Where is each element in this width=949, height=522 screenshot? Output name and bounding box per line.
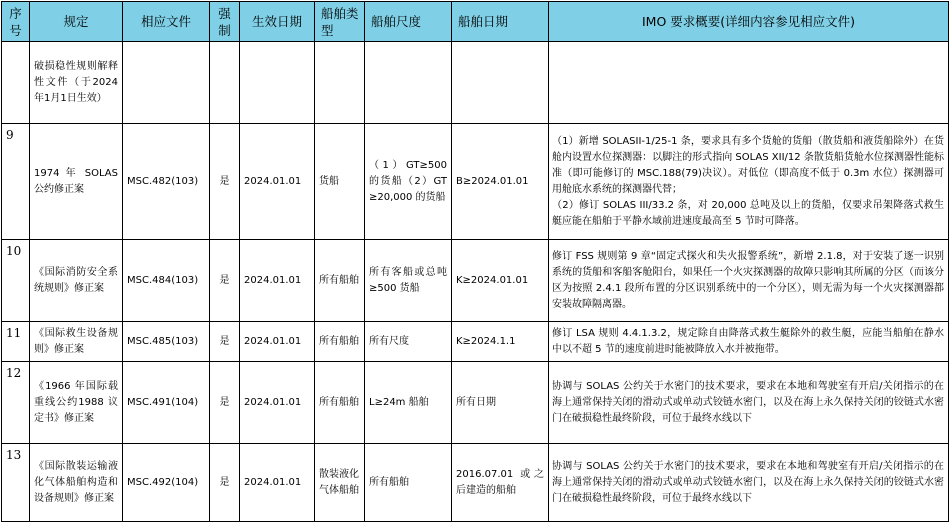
header-no: 序号 xyxy=(2,2,30,42)
cell-date: 2024.01.01 xyxy=(240,444,315,522)
cell-mandatory xyxy=(210,42,240,124)
cell-mandatory: 是 xyxy=(210,362,240,444)
cell-date: 2024.01.01 xyxy=(240,240,315,322)
cell-no: 11 xyxy=(2,322,30,362)
header-ship-size: 船舶尺度 xyxy=(365,2,452,42)
header-rule: 规定 xyxy=(30,2,123,42)
cell-ship-date: 2016.07.01 或之后建造的船舶 xyxy=(452,444,549,522)
cell-rule: 《国际消防安全系统规则》修正案 xyxy=(30,240,123,322)
cell-doc: MSC.492(104) xyxy=(123,444,210,522)
cell-size xyxy=(365,42,452,124)
cell-type: 散装液化气体船舶 xyxy=(315,444,365,522)
cell-no: 9 xyxy=(2,124,30,240)
cell-date: 2024.01.01 xyxy=(240,362,315,444)
table-row xyxy=(2,240,949,322)
header-summary: IMO 要求概要(详细内容参见相应文件) xyxy=(549,2,949,42)
cell-ship-date: B≥2024.01.01 xyxy=(452,124,549,240)
cell-ship-date: 所有日期 xyxy=(452,362,549,444)
cell-doc: MSC.484(103) xyxy=(123,240,210,322)
summary-paragraph: 修订 FSS 规则第 9 章“固定式探火和失火报警系统”，新增 2.1.8，对于安装了逐一识别系统的货船和客船客舱阳台，如果任一个火灾探测器的故障只影响其所属的分区（而该分区为按照 2.4.1 段所布置的分区识别系统中的一个分区），则无需为每一个火灾探测器都安装故障隔离器。 xyxy=(552,250,944,310)
table-row xyxy=(2,362,949,444)
cell-type: 所有船舶 xyxy=(315,362,365,444)
cell-size: 所有船舶 xyxy=(365,444,452,522)
cell-type: 所有船舶 xyxy=(315,240,365,322)
cell-size: （1）GT≥500 的货船（2）GT ≥20,000 的货船 xyxy=(365,124,452,240)
cell-ship-date: K≥2024.1.1 xyxy=(452,322,549,362)
table-row xyxy=(2,42,949,124)
cell-size: 所有尺度 xyxy=(365,322,452,362)
header-effective-date: 生效日期 xyxy=(240,2,315,42)
cell-mandatory: 是 xyxy=(210,124,240,240)
cell-no xyxy=(2,42,30,124)
summary-paragraph: 协调与 SOLAS 公约关于水密门的技术要求，要求在本地和驾驶室有开启/关闭指示的在海上通常保持关闭的滑动式或单动式铰链水密门，以及在海上永久保持关闭的铰链式水密门在破损稳性最终阶段，可位于最终水线以下 xyxy=(552,380,944,424)
cell-doc: MSC.485(103) xyxy=(123,322,210,362)
cell-ship-date xyxy=(452,42,549,124)
summary-paragraph: 协调与 SOLAS 公约关于水密门的技术要求，要求在本地和驾驶室有开启/关闭指示的在海上通常保持关闭的滑动式或单动式铰链水密门，以及在海上永久保持关闭的铰链式水密门在破损稳性最终阶段，可位于最终水线以下 xyxy=(552,460,944,504)
header-ship-type: 船舶类型 xyxy=(315,2,365,42)
cell-type: 货船 xyxy=(315,124,365,240)
cell-type xyxy=(315,42,365,124)
cell-type: 所有船舶 xyxy=(315,322,365,362)
imo-requirements-table xyxy=(1,1,949,522)
cell-rule: 《国际救生设备规则》修正案 xyxy=(30,322,123,362)
cell-ship-date: K≥2024.01.01 xyxy=(452,240,549,322)
cell-no: 10 xyxy=(2,240,30,322)
cell-size: L≥24m 船舶 xyxy=(365,362,452,444)
cell-rule: 破损稳性规则解释性文件（于2024年1月1日生效） xyxy=(30,42,123,124)
cell-mandatory: 是 xyxy=(210,240,240,322)
table-row xyxy=(2,322,949,362)
header-doc: 相应文件 xyxy=(123,2,210,42)
cell-no: 13 xyxy=(2,444,30,522)
cell-summary xyxy=(549,240,949,322)
cell-summary xyxy=(549,42,949,124)
table-row xyxy=(2,444,949,522)
cell-rule: 1974 年 SOLAS 公约修正案 xyxy=(30,124,123,240)
table-row xyxy=(2,124,949,240)
header-row xyxy=(2,2,949,42)
cell-rule: 《1966 年国际载重线公约1988 议定书》修正案 xyxy=(30,362,123,444)
summary-paragraph: （1）新增 SOLASII-1/25-1 条，要求具有多个货舱的货船（散货船和液货船除外）在货舱内设置水位探测器：以脚注的形式指向 SOLAS XII/12 条散货船货舱水位探测器性能标准（即可能修订的 MSC.188(79)决议）。对低位（即高度不低于 0.3m 水位）探测器可用舱底水系统的探测器代替； xyxy=(552,135,944,195)
cell-doc xyxy=(123,42,210,124)
cell-size: 所有客船或总吨≥500 货船 xyxy=(365,240,452,322)
cell-mandatory: 是 xyxy=(210,322,240,362)
cell-rule: 《国际散装运输液化气体船舶构造和设备规则》修正案 xyxy=(30,444,123,522)
cell-date: 2024.01.01 xyxy=(240,124,315,240)
header-mandatory: 强制 xyxy=(210,2,240,42)
cell-date: 2024.01.01 xyxy=(240,322,315,362)
cell-doc: MSC.482(103) xyxy=(123,124,210,240)
cell-mandatory: 是 xyxy=(210,444,240,522)
summary-paragraph: 修订 LSA 规则 4.4.1.3.2，规定除自由降落式救生艇除外的救生艇，应能当船舶在静水中以不超 5 节的速度前进时能被降放入水并被拖带。 xyxy=(552,327,944,355)
cell-summary xyxy=(549,322,949,362)
cell-date xyxy=(240,42,315,124)
cell-doc: MSC.491(104) xyxy=(123,362,210,444)
summary-paragraph: （2）修订 SOLAS III/33.2 条，对 20,000 总吨及以上的货船，仅要求吊架降落式救生艇应能在船舶于平静水域前进速度最高至 5 节时可降落。 xyxy=(552,199,944,227)
header-ship-date: 船舶日期 xyxy=(452,2,549,42)
cell-no: 12 xyxy=(2,362,30,444)
cell-summary xyxy=(549,444,949,522)
cell-summary xyxy=(549,124,949,240)
cell-summary xyxy=(549,362,949,444)
